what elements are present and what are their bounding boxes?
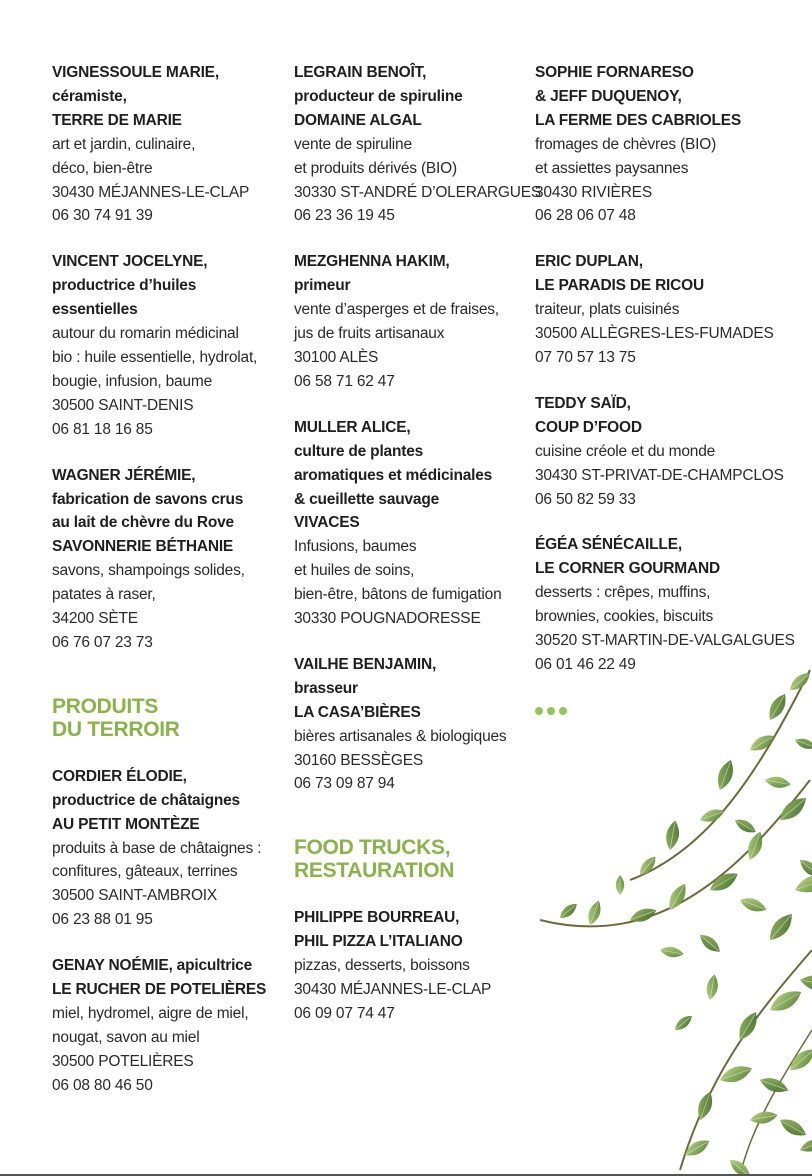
vendor-name-line: LEGRAIN BENOÎT, bbox=[294, 64, 427, 81]
vendor-detail-line: 06 58 71 62 47 bbox=[294, 372, 395, 390]
vendor-detail-line: jus de fruits artisanaux bbox=[294, 325, 445, 343]
vendor-entry bbox=[52, 464, 280, 655]
vendor-name-line: LA CASA’BIÈRES bbox=[294, 703, 421, 721]
section-heading bbox=[294, 836, 522, 882]
vendor-name-line: DOMAINE ALGAL bbox=[294, 111, 422, 129]
vendor-name-line: & JEFF DUQUENOY, bbox=[535, 87, 682, 105]
vendor-detail-line: bières artisanales & biologiques bbox=[294, 727, 507, 745]
vendor-detail-line: et produits dérivés (BIO) bbox=[294, 159, 457, 177]
vendor-detail-line: 34200 SÈTE bbox=[52, 610, 138, 628]
vendor-entry bbox=[294, 250, 522, 393]
vendor-name-line: COUP D’FOOD bbox=[535, 418, 642, 436]
vendor-detail-line: 30430 MÉJANNES-LE-CLAP bbox=[294, 981, 492, 999]
vendor-name-line: brasseur bbox=[294, 679, 358, 697]
vendor-detail-line: 30100 ALÈS bbox=[294, 348, 379, 366]
vendor-name-line: TEDDY SAÏD, bbox=[535, 394, 631, 412]
vendor-detail-line: 30500 SAINT-DENIS bbox=[52, 396, 194, 414]
vendor-detail-line: bien-être, bâtons de fumigation bbox=[294, 586, 502, 604]
vendor-name-line: SAVONNERIE BÉTHANIE bbox=[52, 538, 234, 556]
vendor-detail-line: 30500 POTELIÈRES bbox=[52, 1052, 194, 1070]
vendor-name-line: productrice d’huiles bbox=[52, 277, 197, 295]
vendor-detail-line: desserts : crêpes, muffins, bbox=[535, 584, 711, 602]
vendor-detail-line: 30430 ST-PRIVAT-DE-CHAMPCLOS bbox=[535, 466, 784, 484]
vendor-detail-line: 30330 POUGNADORESSE bbox=[294, 610, 481, 628]
vendor-detail-line: autour du romarin médicinal bbox=[52, 325, 239, 343]
vendor-detail-line: 30500 ALLÈGRES-LES-FUMADES bbox=[535, 325, 774, 343]
vendor-detail-line: produits à base de châtaignes : bbox=[52, 839, 262, 857]
vendor-name-line: céramiste, bbox=[52, 87, 127, 105]
vendor-detail-line: 06 81 18 16 85 bbox=[52, 420, 153, 438]
vendor-detail-line: miel, hydromel, aigre de miel, bbox=[52, 1005, 249, 1022]
vendor-name-line: MEZGHENNA HAKIM, bbox=[294, 253, 450, 271]
vendor-entry bbox=[294, 61, 541, 228]
vendor-detail-line: 06 73 09 87 94 bbox=[294, 775, 395, 793]
vendor-name-line: LA FERME DES CABRIOLES bbox=[535, 111, 742, 129]
vendor-name-line: LE PARADIS DE RICOU bbox=[535, 277, 705, 295]
column-3 bbox=[535, 61, 795, 715]
vendor-detail-line: cuisine créole et du monde bbox=[535, 442, 716, 460]
vendor-entry bbox=[535, 392, 795, 512]
vendor-name-line: & cueillette sauvage bbox=[294, 490, 440, 508]
vendor-name-line: essentielles bbox=[52, 301, 138, 319]
vendor-detail-line: confitures, gâteaux, terrines bbox=[52, 863, 238, 881]
vendor-detail-line: 30430 RIVIÈRES bbox=[535, 183, 652, 201]
vendor-detail-line: 06 30 74 91 39 bbox=[52, 207, 153, 225]
vendor-detail-line: 06 08 80 46 50 bbox=[52, 1076, 153, 1094]
vendor-detail-line: savons, shampoings solides, bbox=[52, 562, 245, 580]
vendor-detail-line: fromages de chèvres (BIO) bbox=[535, 135, 717, 153]
vendor-detail-line: 06 76 07 23 73 bbox=[52, 633, 153, 651]
vendor-name-line: MULLER ALICE, bbox=[294, 418, 411, 436]
vendor-detail-line: 06 23 88 01 95 bbox=[52, 911, 153, 929]
vendor-detail-line: déco, bien-être bbox=[52, 159, 153, 177]
vendor-detail-line: 06 28 06 07 48 bbox=[535, 207, 636, 225]
vendor-name-line: producteur de spiruline bbox=[294, 87, 463, 105]
vendor-detail-line: nougat, savon au miel bbox=[52, 1028, 200, 1046]
vendor-entry bbox=[535, 61, 795, 228]
section-heading-line: RESTAURATION bbox=[294, 859, 455, 883]
vendor-detail-line: 30330 ST-ANDRÉ D’OLERARGUES bbox=[294, 183, 541, 201]
vendor-detail-line: patates à raser, bbox=[52, 586, 156, 604]
vendor-name-line: SOPHIE FORNARESO bbox=[535, 64, 694, 81]
section-heading-line: PRODUITS bbox=[52, 694, 159, 718]
vendor-detail-line: vente d’asperges et de fraises, bbox=[294, 301, 499, 319]
vendor-name-line: ERIC DUPLAN, bbox=[535, 253, 643, 271]
vendor-name-line: VIVACES bbox=[294, 514, 360, 532]
vendor-detail-line: 07 70 57 13 75 bbox=[535, 348, 636, 366]
section-heading bbox=[52, 695, 280, 741]
vendor-detail-line: vente de spiruline bbox=[294, 135, 412, 153]
vendor-detail-line: brownies, cookies, biscuits bbox=[535, 608, 714, 626]
vendor-detail-line: art et jardin, culinaire, bbox=[52, 135, 196, 153]
vendor-entry bbox=[52, 765, 280, 932]
vendor-detail-line: 06 23 36 19 45 bbox=[294, 207, 395, 225]
vendor-detail-line: et assiettes paysannes bbox=[535, 159, 689, 177]
vendor-name-line: ÉGÉA SÉNÉCAILLE, bbox=[535, 536, 682, 554]
vendor-name-line: productrice de châtaignes bbox=[52, 791, 240, 809]
vendor-entry bbox=[52, 250, 280, 441]
vendor-name-line: VINCENT JOCELYNE, bbox=[52, 253, 208, 271]
vendor-detail-line: 30430 MÉJANNES-LE-CLAP bbox=[52, 183, 250, 201]
vendor-name-line: au lait de chèvre du Rove bbox=[52, 514, 234, 532]
vendor-name-line: VIGNESSOULE MARIE, bbox=[52, 64, 219, 81]
vendor-name-line: AU PETIT MONTÈZE bbox=[52, 815, 200, 833]
vendor-name-line: PHILIPPE BOURREAU, bbox=[294, 909, 460, 927]
section-heading-line: DU TERROIR bbox=[52, 717, 180, 741]
vendor-detail-line: bougie, infusion, baume bbox=[52, 372, 212, 390]
vendor-detail-line: 30520 ST-MARTIN-DE-VALGALGUES bbox=[535, 632, 795, 650]
vendor-detail-line: bio : huile essentielle, hydrolat, bbox=[52, 348, 258, 366]
foliage-illustration bbox=[510, 650, 812, 1176]
column-2 bbox=[294, 61, 541, 1048]
vendor-name-line: primeur bbox=[294, 277, 351, 295]
vendor-entry bbox=[294, 906, 522, 1026]
vendor-name-line: aromatiques et médicinales bbox=[294, 466, 493, 484]
section-heading-line: FOOD TRUCKS, bbox=[294, 836, 451, 860]
vendor-detail-line: 06 09 07 74 47 bbox=[294, 1005, 395, 1022]
vendor-entry bbox=[52, 954, 280, 1097]
vendor-name-line: LE CORNER GOURMAND bbox=[535, 560, 720, 578]
vendor-entry bbox=[52, 61, 280, 228]
vendor-entry bbox=[294, 653, 522, 796]
vendor-name-line: fabrication de savons crus bbox=[52, 490, 244, 508]
column-1 bbox=[52, 61, 280, 1120]
vendor-entry bbox=[535, 250, 795, 370]
vendor-name-line: PHIL PIZZA L’ITALIANO bbox=[294, 933, 463, 951]
vendor-name-line: WAGNER JÉRÉMIE, bbox=[52, 466, 196, 484]
vendor-name-line: LE RUCHER DE POTELIÈRES bbox=[52, 981, 267, 999]
vendor-detail-line: Infusions, baumes bbox=[294, 538, 417, 556]
vendor-name-line: GENAY NOÉMIE, apicultrice bbox=[52, 957, 253, 975]
vendor-name-line: CORDIER ÉLODIE, bbox=[52, 767, 187, 785]
vendor-detail-line: traiteur, plats cuisinés bbox=[535, 301, 680, 319]
vendor-detail-line: 06 01 46 22 49 bbox=[535, 655, 636, 673]
vendor-detail-line: 30160 BESSÈGES bbox=[294, 751, 424, 769]
vendor-name-line: VAILHE BENJAMIN, bbox=[294, 655, 437, 673]
vendor-name-line: culture de plantes bbox=[294, 442, 424, 460]
vendor-detail-line: pizzas, desserts, boissons bbox=[294, 957, 470, 975]
vendor-entry bbox=[294, 416, 522, 631]
vendor-name-line: TERRE DE MARIE bbox=[52, 111, 182, 129]
vendor-detail-line: 30500 SAINT-AMBROIX bbox=[52, 887, 218, 905]
vendor-detail-line: et huiles de soins, bbox=[294, 562, 415, 580]
vendor-detail-line: 06 50 82 59 33 bbox=[535, 490, 636, 508]
